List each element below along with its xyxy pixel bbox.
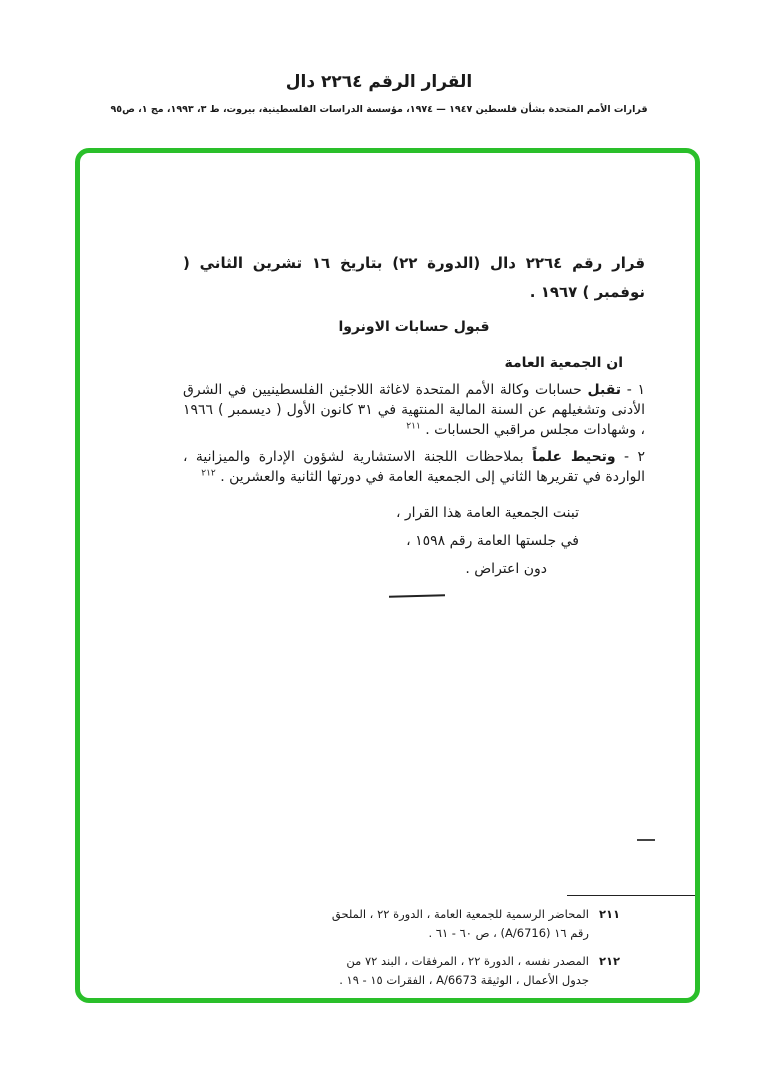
footnote-text: المصدر نفسه ، الدورة ٢٢ ، المرفقات ، البند ٧٢ من جدول الأعمال ، الوثيقة A/6673 ، الفقرات ١٥ - ١٩ . xyxy=(339,954,589,987)
footnote-number: ٢١١ xyxy=(598,907,620,921)
footnote-212 xyxy=(80,952,620,990)
end-divider-line xyxy=(389,594,445,597)
footnote-ref-212: ٢١٢ xyxy=(201,468,216,479)
paragraph-2-number: ٢ - xyxy=(624,449,646,465)
footnote-211 xyxy=(80,905,620,943)
source-citation: قرارات الأمم المتحدة بشأن فلسطين ١٩٤٧ — ١٩٧٤، مؤسسة الدراسات الفلسطينية، بيروت، ط ٣، ١٩٩٣، مج ١، ص٩٥ xyxy=(110,104,648,115)
footnotes-section xyxy=(80,895,695,990)
adoption-note-line: في جلستها العامة رقم ١٥٩٨ ، xyxy=(406,533,579,549)
paragraph-1-lead: تقبل xyxy=(587,382,622,398)
scanned-page-frame xyxy=(75,148,700,1003)
resolution-heading: قرار رقم ٢٢٦٤ دال (الدورة ٢٢) بتاريخ ١٦ تشرين الثاني ( نوفمبر ) ١٩٦٧ . xyxy=(183,254,646,301)
page-title: القرار الرقم ٢٢٦٤ دال xyxy=(285,72,473,92)
paragraph-2 xyxy=(183,447,645,487)
resolution-subtitle: قبول حسابات الاونروا xyxy=(338,319,490,335)
document-header xyxy=(0,72,758,115)
footnote-number: ٢١٢ xyxy=(598,954,620,968)
footnote-separator-line xyxy=(567,895,695,896)
adoption-note-line: تبنت الجمعية العامة هذا القرار ، xyxy=(395,505,579,521)
paragraph-1-text: حسابات وكالة الأمم المتحدة لاغاثة اللاجئين الفلسطينيين في الشرق الأدنى وتشغيلهم عن السنة المالية المنتهية في ٣١ كانون الأول ( ديسمبر ) ١٩٦٦ ، وشهادات مجلس مراقبي الحسابات . xyxy=(183,382,645,438)
footnote-text: المحاضر الرسمية للجمعية العامة ، الدورة ٢٢ ، الملحق رقم ١٦ (A/6716) ، ص ٦٠ - ٦١ . xyxy=(331,907,589,940)
paragraph-1-number: ١ - xyxy=(626,382,646,398)
opening-line: ان الجمعية العامة xyxy=(504,355,623,371)
paragraph-2-lead: وتحيط علماً xyxy=(532,449,616,465)
paragraph-1 xyxy=(183,380,645,440)
scan-artifact-dash xyxy=(637,839,655,841)
resolution-body xyxy=(183,153,645,597)
paragraph-2-text: بملاحظات اللجنة الاستشارية لشؤون الإدارة والميزانية ، الواردة في تقريرها الثاني إلى الجمعية العامة في دورتها الثانية والعشرين . xyxy=(183,449,645,485)
adoption-note xyxy=(183,499,645,583)
adoption-note-line: دون اعتراض . xyxy=(465,561,547,577)
footnote-ref-211: ٢١١ xyxy=(406,421,421,432)
